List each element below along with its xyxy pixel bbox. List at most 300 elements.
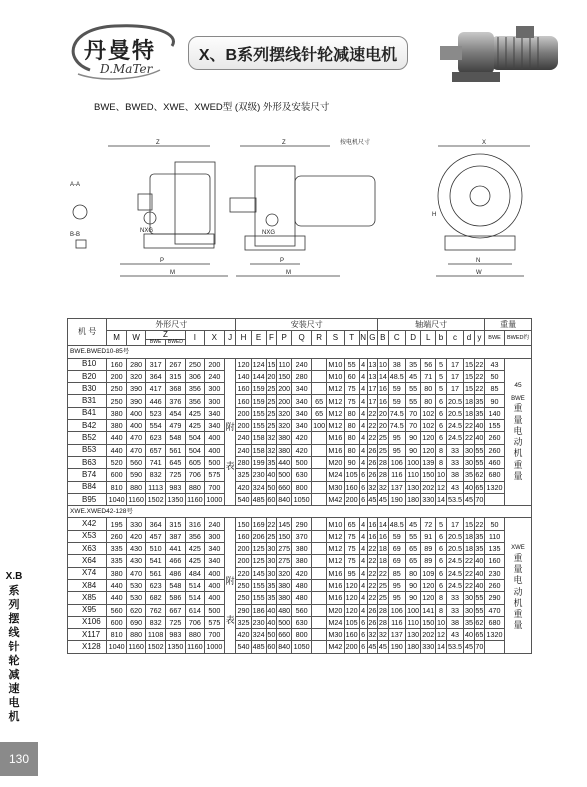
col-shaft-c: c [446,331,463,346]
label-motor-size: 按电机尺寸 [340,140,371,146]
cell-weight: 140 [485,407,505,419]
cell-G: 45 [368,494,377,504]
table-row [68,530,532,542]
cell-c: 17 [446,370,463,382]
cell-H: 140 [237,371,250,381]
cell-R [312,358,327,370]
cell-D: 90 [406,592,421,604]
cell-W: 690 [127,616,146,628]
cell-y: 35 [475,396,484,406]
cell-E: 155 [252,580,265,590]
cell-S: M10 [328,519,343,529]
cell-G: 13 [368,359,377,369]
cell-model: X106 [68,616,107,628]
cell-b: 8 [436,604,446,616]
cell-E: 144 [252,371,265,381]
cell-model: X128 [68,641,107,653]
cell-X: 700 [204,481,224,493]
cell-d: 30 [464,458,473,468]
cell-E: 199 [252,458,265,468]
cell-I: 605 [185,456,204,468]
cell-Q: 340 [292,395,312,407]
cell-G: 22 [368,433,377,443]
cell-H: 220 [237,568,250,578]
cell-F: 25 [267,408,276,418]
cell-I: 1160 [187,494,203,504]
cell-X: 400 [204,567,224,579]
cell-W: 880 [127,481,146,493]
cell-R [312,493,327,505]
cell-H: 420 [237,630,250,640]
cell-M: 440 [107,579,127,591]
cell-T: 120 [345,605,358,615]
cell-H: 325 [237,470,250,480]
cell-D: 100 [407,605,420,615]
cell-L: 202 [422,630,435,640]
cell-S: M24 [328,617,343,627]
col-E: E [251,331,266,346]
cell-I: 306 [185,370,204,382]
cell-B: 14 [378,519,387,529]
cell-M: 440 [107,592,127,604]
cell-B: 25 [378,593,387,603]
cell-L: 89 [421,555,436,567]
cell-I: 706 [185,469,204,481]
cell-I: 484 [185,567,204,579]
col-shaft-b: b [436,331,446,346]
cell-T: 65 [344,518,359,530]
cell-Z1: 1113 [146,481,166,493]
cell-T: 75 [344,543,359,555]
cell-G: 13 [368,371,377,381]
cell-d: 30 [464,445,473,455]
cell-X: 240 [204,370,224,382]
cell-B: 25 [378,445,387,455]
cell-y: 62 [475,470,484,480]
cell-M: 440 [107,444,127,456]
cell-Z1: 317 [146,358,166,370]
cell-Z1: 623 [146,432,166,444]
cell-b: 8 [436,592,446,604]
cell-Z1: 741 [146,456,166,468]
cell-B: 45 [378,494,387,504]
cell-Q: 480 [292,592,312,604]
cell-F: 32 [267,445,276,455]
cell-E: 159 [252,384,265,394]
cell-G: 22 [368,556,377,566]
cell-N: 4 [361,605,366,615]
cell-E: 155 [252,408,265,418]
cell-M: 200 [107,370,127,382]
cell-weight: 1320 [486,630,503,640]
cell-D: 70 [406,420,421,432]
cell-P: 320 [278,408,291,418]
cell-D: 90 [406,432,421,444]
cell-I: 425 [185,407,204,419]
cell-model: B42 [68,420,107,432]
cell-d: 22 [464,580,473,590]
cell-L: 120 [422,580,435,590]
cell-X: 340 [204,407,224,419]
cell-d: 35 [464,617,473,627]
cell-M: 195 [107,518,127,530]
cell-I: 250 [185,358,204,370]
cell-N: 6 [361,630,366,640]
cell-F: 30 [267,556,276,566]
cell-d: 22 [464,433,473,443]
cell-d: 18 [464,408,473,418]
cell-Z1: 554 [146,420,166,432]
cell-E: 169 [252,519,265,529]
cell-d: 40 [464,482,473,492]
header-outline: 外形尺寸 [107,319,236,331]
cell-X: 400 [204,432,224,444]
cell-c: 43 [446,481,463,493]
table-row [68,616,532,628]
table-row [68,641,532,653]
cell-W: 880 [127,629,146,641]
cell-L: 120 [422,593,435,603]
cell-E: 158 [252,445,265,455]
cell-b: 5 [436,518,446,530]
cell-C: 95 [388,579,405,591]
cell-c: 17 [446,358,463,370]
cell-C: 116 [388,469,405,481]
cell-M: 250 [107,395,127,407]
cell-model: B31 [68,395,107,407]
cell-R: 65 [312,395,327,407]
cell-H: 420 [237,482,250,492]
cell-D: 45 [406,370,421,382]
cell-B: 14 [378,371,387,381]
cell-E: 125 [252,544,265,554]
cell-y: 70 [475,642,484,652]
col-shaft-L: L [421,331,436,346]
cell-Q: 480 [292,579,312,591]
cell-Q: 500 [292,456,312,468]
brand-cn: 丹曼特 [84,38,157,64]
cell-P: 320 [278,421,291,431]
cell-R [312,641,327,653]
cell-I: 504 [185,432,204,444]
cell-L: 120 [422,445,435,455]
cell-model: B53 [68,444,107,456]
cell-b: 8 [436,444,446,456]
cell-N: 4 [361,593,366,603]
cell-d: 45 [464,494,473,504]
cell-M: 335 [107,555,127,567]
cell-y: 55 [475,605,484,615]
cell-D: 130 [407,482,420,492]
cell-R [312,616,327,628]
cell-Z1: 1502 [147,494,164,504]
cell-Z2: 486 [165,567,185,579]
cell-b: 5 [436,358,446,370]
cell-R: 100 [313,421,326,431]
cell-c: 24.5 [447,421,462,431]
cell-d: 22 [464,421,473,431]
cell-c: 20.5 [447,544,462,554]
cell-W: 560 [127,456,146,468]
cell-H: 120 [237,359,250,369]
cell-model: B63 [68,456,107,468]
label-h-right: H [432,212,437,218]
cell-model: B20 [68,370,107,382]
cell-C: 38 [388,358,405,370]
cell-R [312,456,327,468]
table-row [68,567,532,579]
cell-y: 65 [475,482,484,492]
table-row [68,456,532,468]
cell-weight: 50 [485,518,505,530]
cell-W: 400 [127,407,146,419]
bwe-weight-note: 45 BWE 重 量 电 动 机 重 量 [504,358,531,506]
cell-c: 20.5 [447,408,462,418]
table-row [68,444,532,456]
cell-weight [485,641,505,653]
cell-Q: 1050 [293,642,310,652]
label-z-left: Z [156,140,160,146]
cell-T: 80 [344,432,359,444]
cell-Z2: 315 [165,518,185,530]
cell-C: 48.5 [389,371,404,381]
cell-I: 316 [185,518,204,530]
cell-c: 20.5 [447,531,462,541]
cell-T: 80 [344,420,359,432]
cell-F: 40 [267,605,276,615]
cell-I: 880 [185,629,204,641]
cell-N: 4 [361,408,366,418]
cell-c: 38 [446,616,463,628]
cell-E: 485 [252,494,265,504]
cell-W: 320 [127,370,146,382]
cell-Q: 240 [292,358,312,370]
table-row [68,629,532,641]
cell-G: 26 [368,445,377,455]
cell-d: 40 [464,630,473,640]
cell-M: 560 [107,604,127,616]
cell-F: 35 [267,593,276,603]
cell-I: 514 [185,579,204,591]
cell-R [312,579,327,591]
cell-I: 514 [185,592,204,604]
cell-Z2: 1350 [167,642,184,652]
cell-W: 470 [127,444,146,456]
cell-Z1: 457 [146,530,166,542]
cell-I: 356 [185,395,204,407]
cell-R [312,567,327,579]
cell-G: 16 [368,519,377,529]
table-row [68,370,532,382]
cell-F: 25 [267,421,276,431]
cell-D: 110 [407,470,419,480]
cell-F: 40 [267,617,276,627]
cell-d: 45 [464,642,473,652]
cell-E: 230 [252,617,265,627]
cell-H: 200 [237,408,250,418]
cell-y: 22 [475,359,484,369]
cell-B: 22 [378,568,387,578]
brand-logo [60,20,190,82]
cell-S: M16 [328,580,343,590]
cell-Z2: 548 [165,432,185,444]
cell-P: 380 [278,445,291,455]
cell-Q: 1050 [293,494,310,504]
col-shaft-d: d [464,331,474,346]
cell-R [312,543,327,555]
cell-model: B84 [68,481,107,493]
cell-d: 18 [464,544,473,554]
cell-Z2: 667 [165,604,185,616]
col-shaft-D: D [406,331,421,346]
cell-M: 250 [107,383,127,395]
cell-Z2: 561 [165,444,185,456]
cell-C: 190 [388,641,405,653]
cell-M: 810 [107,481,127,493]
cell-F: 30 [267,568,276,578]
cell-W: 280 [127,358,146,370]
cell-H: 160 [237,396,250,406]
cell-R [312,481,327,493]
cell-model: X95 [68,604,107,616]
cell-model: X74 [68,567,107,579]
cell-b: 6 [436,543,446,555]
cell-L: 109 [422,568,435,578]
cell-T: 160 [345,482,358,492]
cell-N: 4 [361,519,366,529]
cell-d: 30 [464,593,473,603]
table-row [68,469,532,481]
cell-weight: 85 [485,383,505,395]
label-p-left: P [160,258,165,264]
cell-S: M20 [328,605,343,615]
cell-X: 400 [204,444,224,456]
cell-H: 280 [237,458,250,468]
table-row [68,555,532,567]
cell-L: 139 [422,458,435,468]
cell-model: B95 [68,493,107,505]
cell-b: 6 [436,567,446,579]
cell-y: 55 [475,593,484,603]
cell-S: M30 [328,482,343,492]
cell-L: 102 [422,421,435,431]
table-row [68,543,532,555]
cell-Z1: 364 [146,518,166,530]
cell-C: 95 [388,592,405,604]
cell-H: 160 [237,384,250,394]
cell-P: 500 [278,617,291,627]
cell-D: 70 [406,407,421,419]
cell-G: 22 [368,544,377,554]
cell-M: 335 [107,543,127,555]
cell-C: 69 [388,543,405,555]
cell-E: 186 [252,605,265,615]
cell-B: 16 [378,384,387,394]
cell-F: 50 [267,630,276,640]
cell-X: 340 [204,555,224,567]
cell-T: 55 [344,358,359,370]
cell-E: 155 [252,421,265,431]
cell-C: 95 [388,444,405,456]
cell-Z1: 623 [146,579,166,591]
cell-L: 102 [422,408,435,418]
table-row [68,592,532,604]
cell-c: 17 [446,518,463,530]
cell-P: 200 [278,384,291,394]
cell-P: 150 [278,531,291,541]
cell-d: 22 [464,568,473,578]
cell-I: 356 [185,383,204,395]
cell-W: 390 [127,395,146,407]
label-z-mid: Z [282,140,286,146]
cell-T: 75 [344,395,359,407]
cell-T: 105 [345,470,358,480]
cell-S: M10 [328,371,343,381]
cell-P: 200 [278,396,291,406]
cell-S: M12 [328,421,343,431]
cell-y: 35 [475,531,484,541]
cell-X: 700 [204,629,224,641]
cell-E: 155 [252,593,265,603]
bwe-appendix-note: 附 表 [224,358,236,506]
cell-P: 380 [278,580,291,590]
cell-S: M24 [328,470,343,480]
cell-M: 380 [107,420,127,432]
cell-L: 80 [421,395,436,407]
col-H: H [236,331,251,346]
cell-F: 60 [267,642,276,652]
cell-weight: 260 [485,579,505,591]
cell-y: 40 [475,556,484,566]
cell-Q: 560 [292,604,312,616]
cell-X: 400 [204,592,224,604]
cell-M: 1040 [108,494,125,504]
cell-Z1: 1502 [147,642,164,652]
cell-B: 28 [378,458,387,468]
cell-c: 24.5 [447,580,462,590]
cell-C: 106 [388,456,405,468]
cell-D: 180 [407,494,420,504]
cell-D: 55 [406,530,421,542]
cell-b: 12 [437,630,446,640]
col-N: N [359,331,367,346]
col-G: G [367,331,377,346]
motor-photo-image [432,20,572,86]
cell-Z2: 267 [165,358,185,370]
cell-B: 16 [378,531,387,541]
cell-Z2: 387 [165,530,185,542]
cell-b: 6 [436,530,446,542]
cell-D: 45 [406,518,421,530]
cell-T: 90 [344,456,359,468]
cell-c: 24.5 [447,556,462,566]
cell-D: 180 [407,642,420,652]
cell-weight: 160 [485,555,505,567]
cell-P: 110 [278,359,290,369]
cell-c: 20.5 [447,396,462,406]
cell-C: 69 [388,555,405,567]
cell-W: 620 [127,604,146,616]
cell-Q: 800 [292,481,312,493]
cell-y: 70 [475,494,484,504]
cell-model: X63 [68,543,107,555]
cell-T: 105 [345,617,358,627]
cell-R [312,370,327,382]
cell-C: 116 [388,616,405,628]
cell-Z1: 657 [146,444,166,456]
table-row [68,358,532,370]
cell-y: 35 [475,544,484,554]
